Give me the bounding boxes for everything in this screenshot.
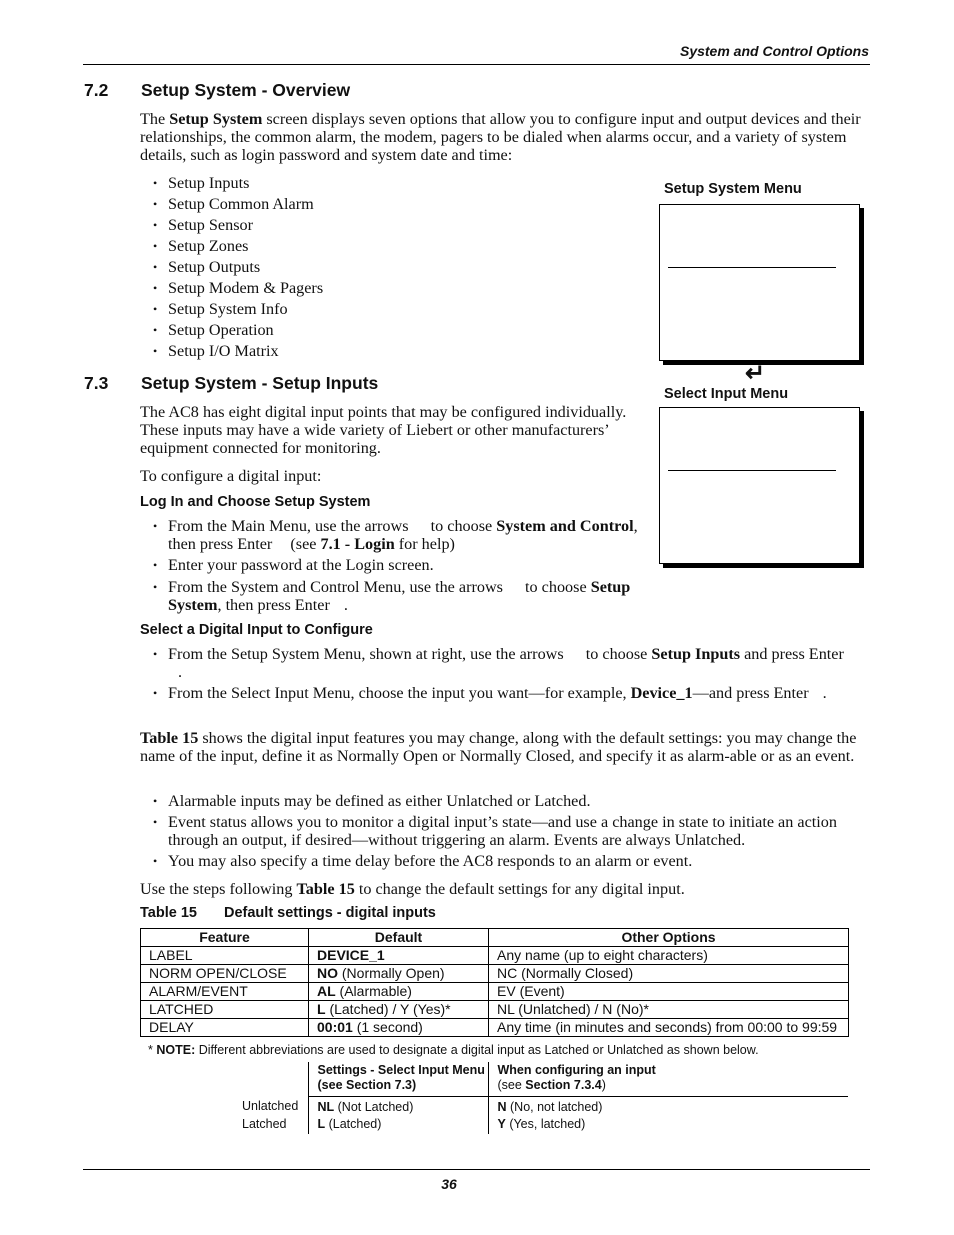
- row-label: Unlatched: [242, 1099, 299, 1113]
- list-item: • Setup I/O Matrix: [140, 342, 540, 360]
- screen-divider: [668, 470, 836, 471]
- menu-abbrev-cell: NL (Not Latched): [308, 1096, 488, 1115]
- other-options-cell: NL (Unlatched) / N (No)*: [489, 1001, 849, 1019]
- list-item: • Setup System Info: [140, 300, 540, 318]
- table-note: * NOTE: Different abbreviations are used to designate a digital input as Latched or Unlatched as shown below.: [148, 1043, 759, 1057]
- row-label: Latched: [242, 1117, 287, 1131]
- feature-cell: DELAY: [141, 1019, 309, 1037]
- list-item: • Event status allows you to monitor a digital input’s state—and use a change in state to initiate an action through an output, if desired—without triggering an alarm. Events are always Unlatched.: [140, 813, 870, 849]
- setup-system-menu-screen: [659, 204, 860, 361]
- abbreviation-table: [233, 1062, 848, 1134]
- setup-system-menu-title: Setup System Menu: [664, 181, 802, 197]
- default-cell: AL (Alarmable): [309, 983, 489, 1001]
- default-cell: DEVICE_1: [309, 947, 489, 965]
- config-abbrev-cell: N (No, not latched): [488, 1096, 848, 1115]
- column-header: When configuring an input (see Section 7.3.4): [488, 1062, 848, 1096]
- list-item: • Setup Common Alarm: [140, 195, 540, 213]
- feature-cell: LATCHED: [141, 1001, 309, 1019]
- configure-text: To configure a digital input:: [140, 467, 322, 485]
- table-row: [141, 1001, 849, 1019]
- menu-abbrev-cell: L (Latched): [308, 1115, 488, 1134]
- feature-cell: LABEL: [141, 947, 309, 965]
- column-header: Other Options: [489, 929, 849, 947]
- column-header: Feature: [141, 929, 309, 947]
- section-7-2-heading: [84, 80, 350, 101]
- select-input-menu-title: Select Input Menu: [664, 386, 789, 402]
- section-number: 7.3: [84, 373, 109, 393]
- other-options-cell: NC (Normally Closed): [489, 965, 849, 983]
- section-title: Setup System - Setup Inputs: [141, 373, 379, 393]
- header-rule: [83, 64, 870, 65]
- list-item: • From the Main Menu, use the arrows to choose System and Control, then press Enter (see 7.1 - Login for help): [140, 517, 640, 553]
- list-item: • From the Setup System Menu, shown at right, use the arrows to choose Setup Inputs and press Enter .: [140, 645, 855, 681]
- list-item: • Enter your password at the Login screen.: [140, 556, 640, 574]
- other-options-cell: Any name (up to eight characters): [489, 947, 849, 965]
- setup-options-list: [140, 174, 540, 363]
- table-row: [233, 1096, 848, 1115]
- config-abbrev-cell: Y (Yes, latched): [488, 1115, 848, 1134]
- enter-arrow-icon: ↵: [745, 360, 766, 387]
- screen-divider: [668, 267, 836, 268]
- subheading-select-input: Select a Digital Input to Configure: [140, 622, 373, 638]
- feature-cell: NORM OPEN/CLOSE: [141, 965, 309, 983]
- list-item: • Setup Inputs: [140, 174, 540, 192]
- list-item: • Setup Outputs: [140, 258, 540, 276]
- input-behavior-list: [140, 792, 870, 873]
- other-options-cell: Any time (in minutes and seconds) from 00:00 to 99:59: [489, 1019, 849, 1037]
- use-steps-text: Use the steps following Table 15 to change the default settings for any digital input.: [140, 880, 685, 898]
- table-row: [141, 965, 849, 983]
- footer-rule: [83, 1169, 870, 1170]
- column-header: Settings - Select Input Menu (see Section 7.3): [308, 1062, 488, 1096]
- list-item: • From the System and Control Menu, use the arrows to choose Setup System, then press Enter .: [140, 578, 640, 614]
- table-row: [141, 983, 849, 1001]
- table-reference-paragraph: Table 15 shows the digital input features you may change, along with the default settings: you may change the name of the input, define it as Normally Open or Normally Closed, and specify it as alarm-able or as an event.: [140, 729, 857, 765]
- section-number: 7.2: [84, 80, 109, 100]
- table-row: [141, 947, 849, 965]
- feature-cell: ALARM/EVENT: [141, 983, 309, 1001]
- page-number: 36: [441, 1176, 457, 1192]
- subheading-login: Log In and Choose Setup System: [140, 494, 371, 510]
- section-title: Setup System - Overview: [141, 80, 351, 100]
- overview-intro: The Setup System screen displays seven options that allow you to configure input and output devices and their relationships, the common alarm, the modem, pagers to be dialed when alarms occur, and a variety of system details, such as login password and system date and time:: [140, 110, 861, 164]
- list-item: • Setup Modem & Pagers: [140, 279, 540, 297]
- default-cell: 00:01 (1 second): [309, 1019, 489, 1037]
- column-header: Default: [309, 929, 489, 947]
- list-item: • Setup Operation: [140, 321, 540, 339]
- list-item: • Alarmable inputs may be defined as either Unlatched or Latched.: [140, 792, 870, 810]
- select-input-menu-screen: [659, 407, 860, 564]
- table-15-caption: Table 15 Default settings - digital inputs: [140, 905, 436, 921]
- other-options-cell: EV (Event): [489, 983, 849, 1001]
- section-7-3-heading: [84, 373, 378, 394]
- list-item: • You may also specify a time delay before the AC8 responds to an alarm or event.: [140, 852, 870, 870]
- table-row: [141, 1019, 849, 1037]
- list-item: • Setup Zones: [140, 237, 540, 255]
- running-header: System and Control Options: [679, 43, 869, 59]
- table-15: [140, 928, 849, 1037]
- default-cell: NO (Normally Open): [309, 965, 489, 983]
- setup-inputs-intro: The AC8 has eight digital input points that may be configured individually. These inputs may have a wide variety of Liebert or other manufacturers’ equipment connected for monitoring.: [140, 403, 627, 457]
- table-row: [233, 1115, 848, 1134]
- default-cell: L (Latched) / Y (Yes)*: [309, 1001, 489, 1019]
- list-item: • Setup Sensor: [140, 216, 540, 234]
- select-input-steps: [140, 645, 855, 702]
- list-item: • From the Select Input Menu, choose the input you want—for example, Device_1—and press Enter .: [140, 684, 855, 702]
- login-steps: [140, 517, 640, 614]
